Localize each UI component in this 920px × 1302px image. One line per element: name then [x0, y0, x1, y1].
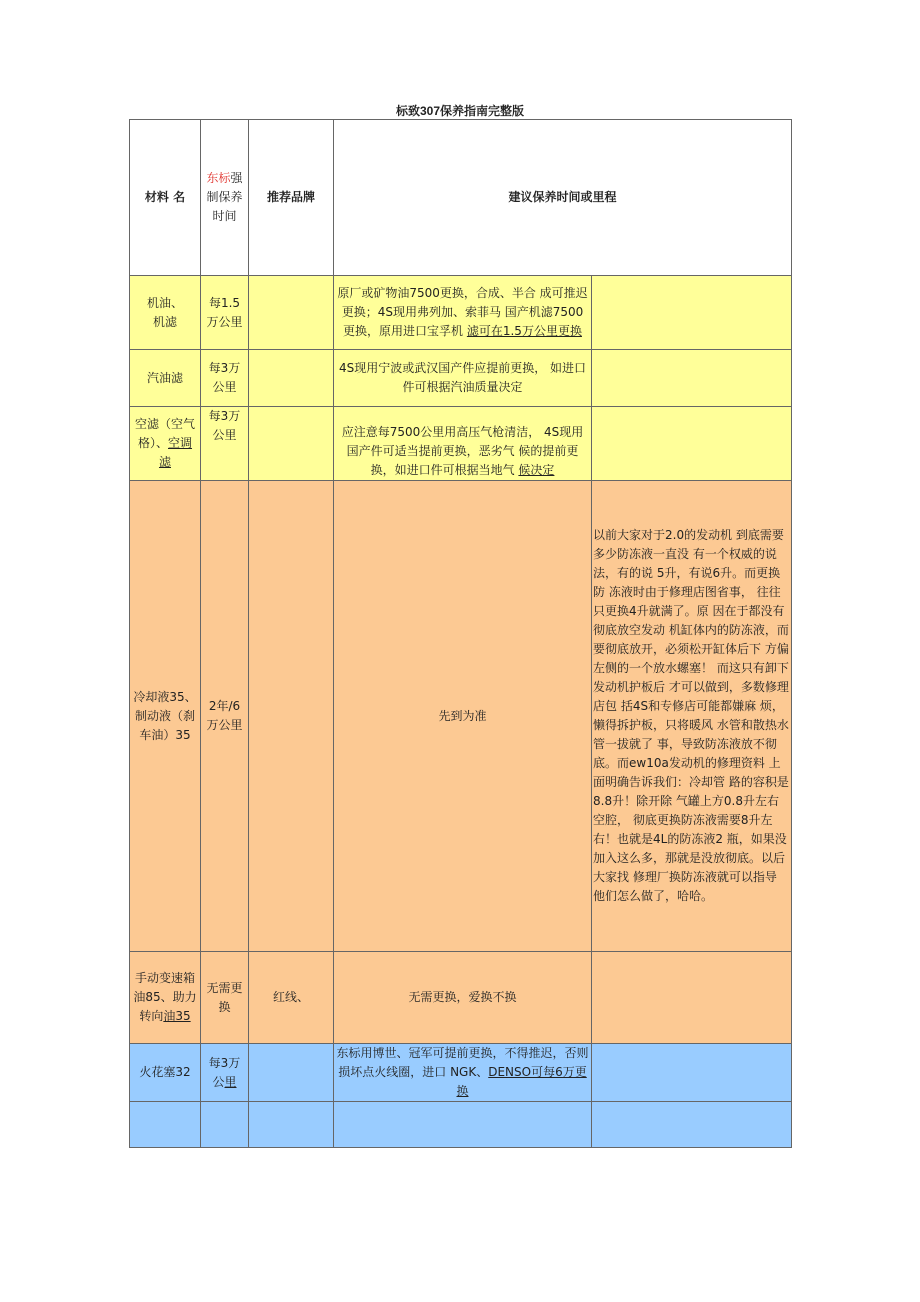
interval-cell: 2年/6万公里: [201, 481, 249, 952]
suggestion-cell: [334, 1102, 592, 1148]
table-row: [130, 481, 792, 952]
table-row: [130, 1102, 792, 1148]
header-brand: 推荐品牌: [249, 120, 334, 276]
suggestion-cell: 原厂或矿物油7500更换，合成、半合 成可推迟更换；4S现用弗列加、索菲马 国产机滤7500更换，原用进口宝孚机 滤可在1.5万公里更换: [334, 276, 592, 350]
brand-cell: [249, 1102, 334, 1148]
header-row: [130, 120, 792, 276]
table-row: [130, 407, 792, 481]
notes-cell: [592, 407, 792, 481]
material-cell: [130, 1102, 201, 1148]
maintenance-table: [129, 119, 792, 1148]
notes-cell: [592, 952, 792, 1044]
notes-cell: 以前大家对于2.0的发动机 到底需要多少防冻液一直没 有一个权威的说法，有的说 5升，有说6升。而更换防 冻液时由于修理店图省事， 往往只更换4升就满了。原 因在于都没有彻底放空发动 机缸体内的防冻液，而要彻底放开，必须松开缸体后下 方偏左侧的一个放水螺塞！ 而这只有卸下发动机护板后 才可以做到，多数修理店包 括4S和专修店可能都嫌麻 烦，懒得拆护板，只将暖风 水管和散热水管一拔就了 事，导致防冻液放不彻底。而ew10a发动机的修理资料 上面明确告诉我们：冷却管 路的容积是8.8升！除开除 气罐上方0.8升左右空腔， 彻底更换防冻液需要8升左 右！也就是4L的防冻液2 瓶，如果没加入这么多，那就是没放彻底。以后大家找 修理厂换防冻液就可以指导 他们怎么做了，哈哈。: [592, 481, 792, 952]
table-row: [130, 1044, 792, 1102]
notes-cell: [592, 1102, 792, 1148]
suggestion-cell: 先到为准: [334, 481, 592, 952]
brand-cell: 红线、: [249, 952, 334, 1044]
brand-cell: [249, 407, 334, 481]
material-cell: 冷却液35、制动液（刹车油）35: [130, 481, 201, 952]
material-cell: 火花塞32: [130, 1044, 201, 1102]
suggestion-cell: 东标用博世、冠军可提前更换，不得推迟，否则损坏点火线圈，进口 NGK、DENSO可每6万更换: [334, 1044, 592, 1102]
brand-cell: [249, 481, 334, 952]
brand-cell: [249, 276, 334, 350]
notes-cell: [592, 350, 792, 407]
header-material: 材料 名: [130, 120, 201, 276]
notes-cell: [592, 276, 792, 350]
interval-cell: 每3万公里: [201, 407, 249, 481]
document-title: 标致307保养指南完整版: [395, 104, 525, 118]
interval-cell: 无需更换: [201, 952, 249, 1044]
header-standard-rest: 强制保养时间: [206, 171, 243, 223]
notes-cell: [592, 1044, 792, 1102]
material-cell: 空滤（空气格）、空调滤: [130, 407, 201, 481]
material-cell: 手动变速箱油85、助力转向油35: [130, 952, 201, 1044]
brand-cell: [249, 1044, 334, 1102]
header-suggestion: 建议保养时间或里程: [334, 120, 792, 276]
material-cell: 汽油滤: [130, 350, 201, 407]
suggestion-cell: 4S现用宁波或武汉国产件应提前更换， 如进口件可根据汽油质量决定: [334, 350, 592, 407]
table-row: [130, 276, 792, 350]
table-row: [130, 952, 792, 1044]
interval-cell: 每3万公里: [201, 350, 249, 407]
interval-cell: 每1.5万公里: [201, 276, 249, 350]
suggestion-cell: 无需更换，爱换不换: [334, 952, 592, 1044]
suggestion-cell: 应注意每7500公里用高压气枪清洁， 4S现用国产件可适当提前更换，恶劣气 候的提前更换，如进口件可根据当地气 候决定: [334, 407, 592, 481]
interval-cell: 每3万公里: [201, 1044, 249, 1102]
table-row: [130, 350, 792, 407]
header-standard-prefix: 东标: [206, 171, 231, 185]
interval-cell: [201, 1102, 249, 1148]
material-cell: 机油、 机滤: [130, 276, 201, 350]
brand-cell: [249, 350, 334, 407]
header-standard-interval: [201, 120, 249, 276]
